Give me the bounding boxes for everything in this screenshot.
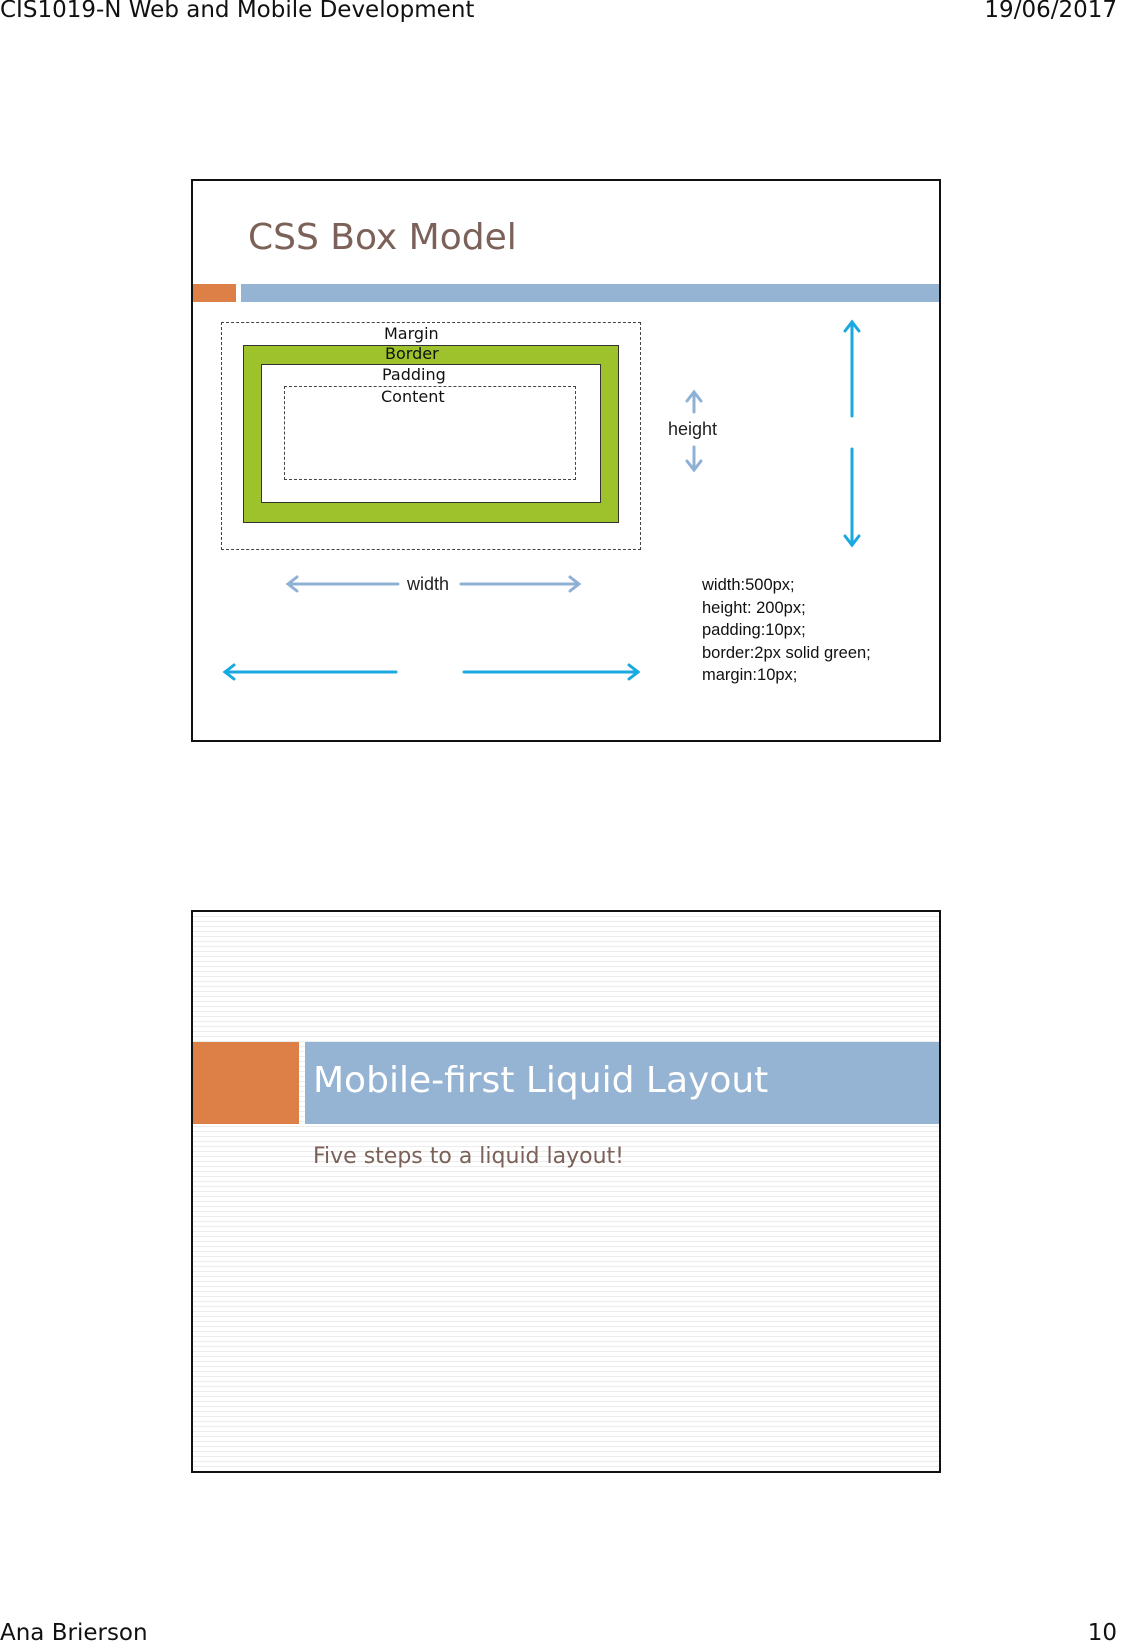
css-rule-margin: margin:10px; (702, 666, 798, 684)
width-label: width (407, 574, 450, 594)
section-subtitle: Five steps to a liquid layout! (313, 1144, 624, 1169)
slide-css-box-model (191, 179, 941, 742)
css-rule-border: border:2px solid green; (702, 643, 871, 662)
css-rule-height: height: 200px; (702, 598, 806, 617)
header-date: 19/06/2017 (984, 0, 1117, 23)
slide-title: CSS Box Model (248, 217, 517, 258)
css-rules (702, 574, 871, 687)
css-rule-padding: padding:10px; (702, 621, 806, 639)
padding-label: Padding (382, 365, 446, 384)
footer-page-number: 10 (1087, 1620, 1117, 1646)
border-label: Border (385, 344, 439, 363)
total-width-arrow-left-icon (225, 665, 396, 679)
total-height-arrow-up-icon (845, 322, 859, 416)
total-width-arrow-right-icon (464, 665, 638, 679)
section-accent-orange (193, 1042, 299, 1124)
section-title: Mobile-first Liquid Layout (313, 1060, 769, 1101)
width-arrow-left-icon (288, 577, 398, 591)
height-label: height (668, 419, 718, 439)
css-rule-width: width:500px; (702, 576, 795, 594)
slide-mobile-first-liquid-layout (191, 910, 941, 1473)
header-course-title: CIS1019-N Web and Mobile Development (0, 0, 475, 23)
margin-label: Margin (384, 324, 439, 343)
content-label: Content (381, 387, 445, 406)
total-height-arrow-down-icon (845, 449, 859, 545)
width-arrow-right-icon (461, 577, 579, 591)
footer-author: Ana Brierson (0, 1620, 148, 1646)
height-arrow-up-icon (687, 392, 701, 412)
height-arrow-down-icon (687, 447, 701, 470)
